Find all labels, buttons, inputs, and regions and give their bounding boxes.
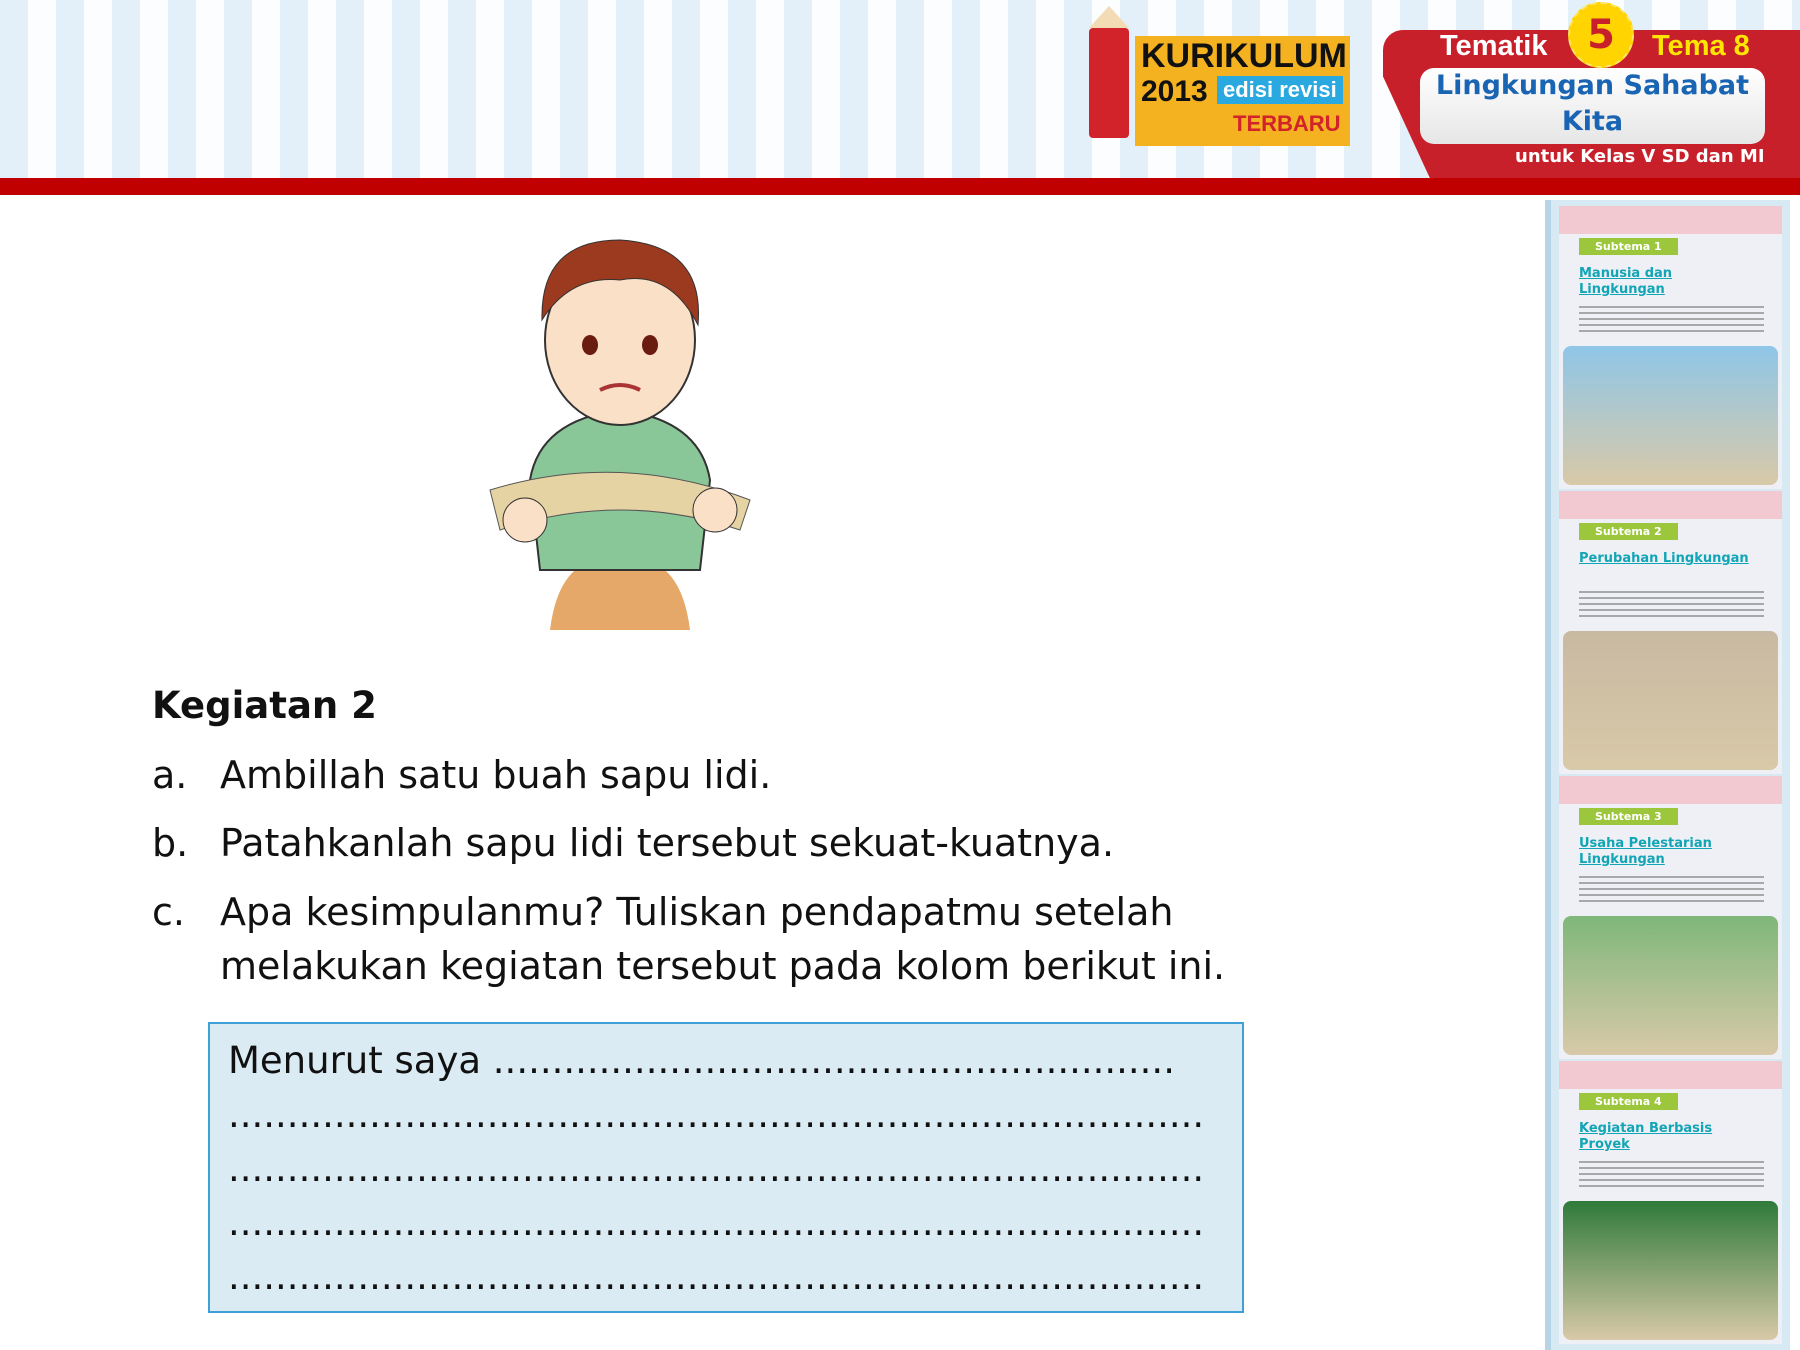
answer-line[interactable]: Menurut saya .......................................................... — [228, 1039, 1175, 1082]
body-text-lines — [1579, 876, 1764, 906]
body-text-lines — [1579, 591, 1764, 621]
header-divider — [0, 178, 1800, 195]
item-marker: b. — [152, 821, 189, 865]
subtema-label: Subtema 4 — [1579, 1093, 1678, 1110]
body-text-lines — [1579, 306, 1764, 336]
answer-box[interactable] — [208, 1022, 1244, 1313]
subtema-label: Subtema 3 — [1579, 808, 1678, 825]
subtema-title: Kegiatan Berbasis Proyek — [1579, 1121, 1713, 1152]
subtema-card — [1559, 776, 1782, 1059]
grade-badge: 5 — [1568, 2, 1634, 68]
tema-label: Tema 8 — [1652, 30, 1750, 62]
body-text-lines — [1579, 1161, 1764, 1191]
subtema-card — [1559, 206, 1782, 489]
subtema-sidebar — [1545, 200, 1790, 1350]
subtema-card — [1559, 491, 1782, 774]
logo-line2: 2013 — [1141, 75, 1208, 108]
answer-line[interactable]: ................................................................................... — [228, 1093, 1205, 1136]
pencil-icon — [1089, 28, 1129, 138]
item-text: Ambillah satu buah sapu lidi. — [220, 753, 772, 797]
activity-title: Kegiatan 2 — [152, 684, 377, 727]
tematik-label: Tematik — [1440, 30, 1548, 62]
answer-line[interactable]: ................................................................................... — [228, 1255, 1205, 1298]
logo-line1: KURIKULUM — [1141, 37, 1347, 75]
logo-terbaru: TERBARU — [1233, 111, 1341, 136]
boy-breaking-broom-illustration — [470, 230, 770, 650]
item-marker: a. — [152, 753, 188, 797]
answer-line[interactable]: ................................................................................... — [228, 1147, 1205, 1190]
subtema-illustration — [1563, 346, 1778, 485]
kurikulum-logo — [1085, 8, 1355, 158]
subtema-title: Manusia dan Lingkungan — [1579, 266, 1673, 297]
logo-edisi: edisi revisi — [1217, 76, 1343, 104]
answer-line[interactable]: ................................................................................... — [228, 1201, 1205, 1244]
subtema-illustration — [1563, 631, 1778, 770]
item-text: Patahkanlah sapu lidi tersebut sekuat-kuatnya. — [220, 821, 1115, 865]
activity-item — [152, 748, 1420, 802]
activity-item — [152, 816, 1420, 870]
subtema-card — [1559, 1061, 1782, 1344]
book-title: Lingkungan Sahabat Kita — [1420, 68, 1765, 144]
subtema-title: Usaha Pelestarian Lingkungan — [1579, 836, 1712, 867]
item-text: Apa kesimpulanmu? Tuliskan pendapatmu setelah melakukan kegiatan tersebut pada kolom berikut ini. — [220, 890, 1226, 988]
subtema-illustration — [1563, 916, 1778, 1055]
item-marker: c. — [152, 890, 185, 934]
book-subtitle: untuk Kelas V SD dan MI — [1515, 146, 1765, 167]
subtema-label: Subtema 2 — [1579, 523, 1678, 540]
subtema-label: Subtema 1 — [1579, 238, 1678, 255]
subtema-illustration — [1563, 1201, 1778, 1340]
activity-item — [152, 885, 1370, 993]
subtema-title: Perubahan Lingkungan — [1579, 551, 1749, 566]
